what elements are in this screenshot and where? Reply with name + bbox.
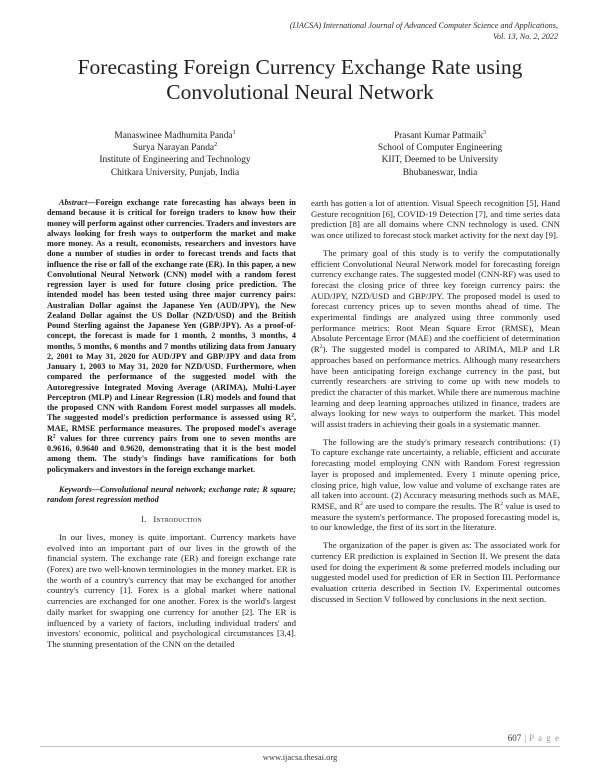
journal-name: (IJACSA) International Journal of Advanced Computer Science and Applications, xyxy=(289,21,558,30)
affiliation-line: Bhubaneswar, India xyxy=(402,167,478,178)
paragraph-goal: The primary goal of this study is to verify the computationally efficient Convolutional Neural Network model for forecasting foreign currency exchange rates. The suggested model (CNN-RF) was used to forecast the closing price of three key foreign currency pairs: the AUD/JPY, NZD/USD and GBP/JPY. The proposed model is used to forecast currency prices up to seven months ahead of time. The experimental findings are analyzed using three commonly used performance metrics: Root Mean Square Error (RMSE), Mean Absolute Percentage Error (MAE) and the coefficient of determination $(R^2)$. The suggested model is compared to ARIMA, MLP and LR approaches based on performance metrics. Although many researchers have been anticipating foreign exchange currency in the past, but currently researchers are striving to come up with new models to predict the character of this market. While there are numerous machine learning and deep learning approaches utilized in finance, traders are always looking for new ways to outperform the market. This model will assist traders in achieving their goals in a systematic manner. xyxy=(311,247,560,430)
abstract: Abstract—Foreign exchange rate forecasting has always been in demand because it is critical for foreign traders to know how their money will perform against other currencies. Traders and investors are always looking for fresh ways to outperform the market and make more money. As a result, economists, researchers and investors have done a number of studies in order to forecast trends and facts that influence the rise or fall of the exchange rate (ER). In this paper, a new Convolutional Neural Network (CNN) model with a random forest regression layer is used for future closing price prediction. The intended model has been tested using three major currency pairs: Australian Dollar against the Japanese Yen (AUD/JPY), the New Zealand Dollar against the US Dollar (NZD/USD) and the British Pound Sterling against the Japanese Yen (GBP/JPY). As a proof-of-concept, the forecast is made for 1 month, 2 months, 3 months, 4 months, 5 months, 6 months and 7 months utilizing data from January 2, 2001 to May 31, 2020 for AUD/JPY and GBP/JPY and data from January 1, 2003 to May 31, 2020 for NZD/USD. Furthermore, when compared the performance of the suggested model with the Autoregressive Integrated Moving Average (ARIMA), Multi-Layer Perceptron (MLP) and Linear Regression (LR) models and found that the proposed CNN with Random Forest model surpasses all models. The suggested model's prediction performance is assessed using $R^2$, MAE, RMSE performance measures. The proposed model's average $R^2$ values for three currency pairs from one to seven months are 0.9616, 0.9640 and 0.9620, demonstrating that it is the best model among them. The study's findings have ramifications for both policymakers and investors in the foreign exchange market. xyxy=(47,198,296,474)
keywords: Keywords—Convolutional neural network; exchange rate; R square; random forest regression method xyxy=(47,484,296,504)
left-column xyxy=(47,198,296,650)
paragraph-contributions: The following are the study's primary research contributions: (1) To capture exchange rate uncertainty, a reliable, efficient and accurate forecasting model employing CNN with Random Forest regression layer is proposed and implemented. Every 1 minute opening price, closing price, high value, low value and volume of exchange rates are all taken into account. (2) Accuracy measuring methods such as MAE, RMSE, and $R^2$ are used to compare the results. The $R^2$ value is used to measure the system's performance. The proposed forecasting model is, to our knowledge, the first of its sort in the literature. xyxy=(311,436,560,533)
journal-volume: Vol. 13, No. 2, 2022 xyxy=(492,32,558,41)
intro-paragraph: In our lives, money is quite important. Currency markets have evolved into an important part of our lives in the growth of the financial system. The exchange rate (ER) and foreign exchange rate (Forex) are two well-known terminologies in the money market. ER is the worth of a country's currency that may be exchanged for another country's currency [1]. Forex is a global market where national currencies are exchanged for one another. Forex is the world's largest daily market for swapping one currency for another [2]. The ER is influenced by a variety of factors, including individual traders' and investors' economic, political and psychological circumstances [3,4]. The stunning presentation of the CNN on the detailed xyxy=(47,531,296,649)
affiliation-line: KIIT, Deemed to be University xyxy=(381,155,499,166)
right-column xyxy=(311,198,560,604)
author-3: Prasant Kumar Pattnaik$^3$ xyxy=(393,129,487,141)
journal-header xyxy=(178,20,558,42)
paragraph-continued: earth has gotten a lot of attention. Visual Speech recognition [5], Hand Gesture recognition [6], COVID-19 Detection [7], and time series data prediction [8] are all domains where CNN technology is used. CNN was once utilized to forecast stock market activity for the next day [9]. xyxy=(311,198,560,241)
page-number: 607 | P a g e xyxy=(507,733,560,743)
paragraph-organization: The organization of the paper is given as: The associated work for currency ER prediction is explained in Section II. We present the data used for doing the experiment & some preferred models including our suggested model used for prediction of ER in Section III. Performance evaluation criteria described in Section IV. Experimental outcomes discussed in Section V followed by conclusions in the next section. xyxy=(311,540,560,604)
affiliation-line: Chitkara University, Punjab, India xyxy=(110,167,240,178)
affiliation-line: Institute of Engineering and Technology xyxy=(99,155,251,166)
section-heading-introduction: I. Introduction xyxy=(141,514,202,525)
author-block-right xyxy=(325,130,555,179)
author-1: Manaswinee Madhumita Panda$^1$ xyxy=(114,129,236,141)
affiliation-line: School of Computer Engineering xyxy=(377,143,503,154)
footer-url: www.ijacsa.thesai.org xyxy=(262,752,338,762)
footer-divider xyxy=(40,746,560,747)
author-2: Surya Narayan Panda$^2$ xyxy=(132,142,218,154)
author-block-left xyxy=(60,130,290,179)
paper-title: Forecasting Foreign Currency Exchange Rate using Convolutional Neural Network xyxy=(77,55,523,104)
